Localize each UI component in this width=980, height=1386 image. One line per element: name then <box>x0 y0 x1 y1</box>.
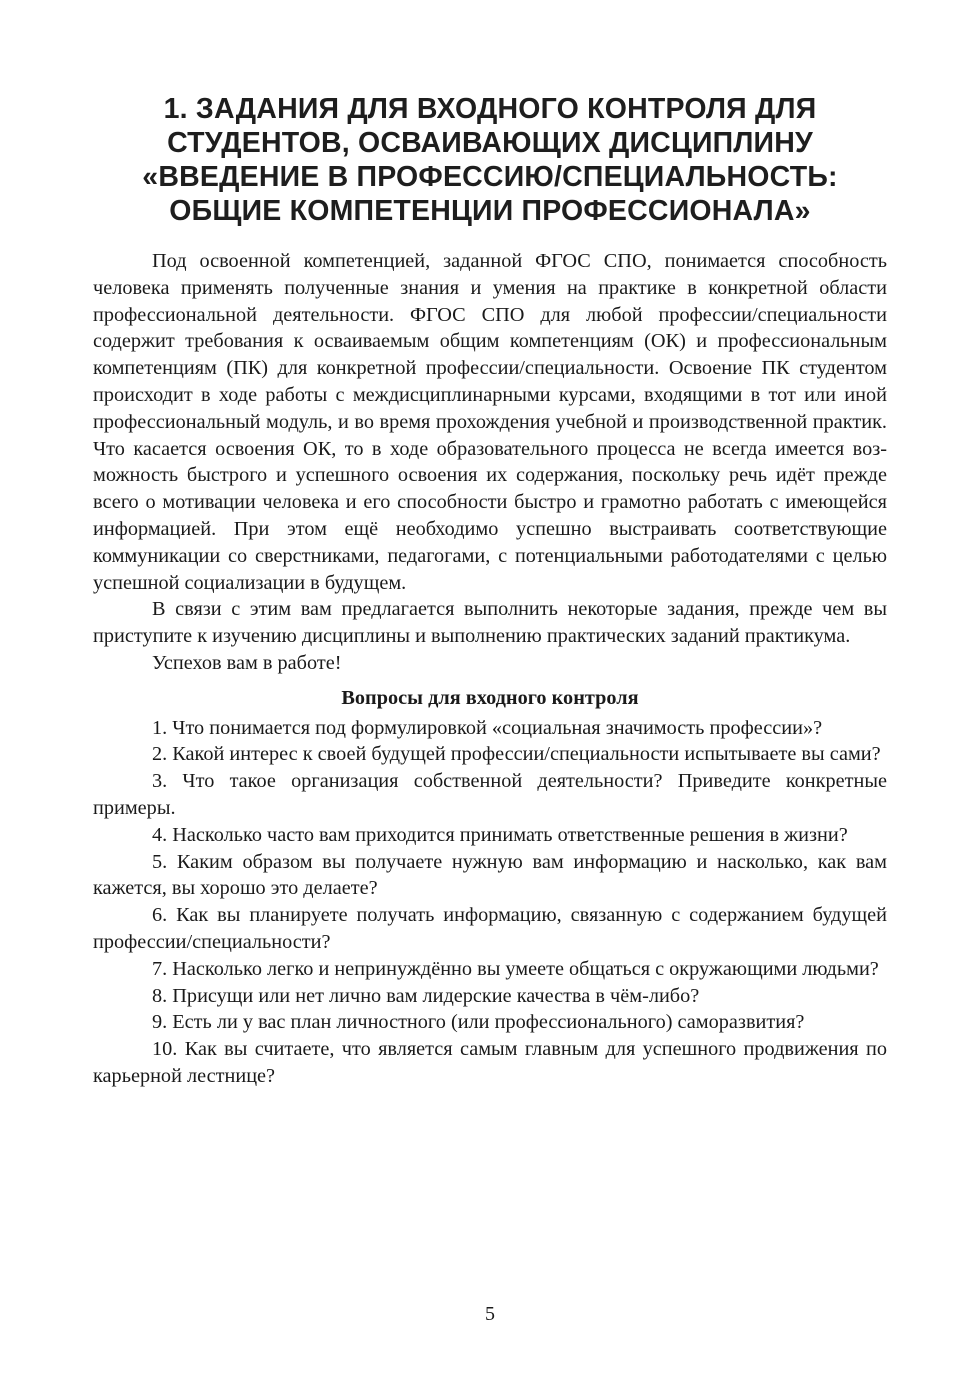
title-line: 1. ЗАДАНИЯ ДЛЯ ВХОДНОГО КОНТРОЛЯ ДЛЯ <box>163 93 817 125</box>
intro-section <box>93 248 887 677</box>
questions-heading: Вопросы для входного контроля <box>341 686 639 709</box>
title-line: «ВВЕДЕНИЕ В ПРОФЕССИЮ/СПЕЦИАЛЬНОСТЬ: <box>142 161 838 193</box>
title-line: ОБЩИЕ КОМПЕТЕНЦИИ ПРОФЕССИОНАЛА» <box>169 195 811 227</box>
question-item: 9. Есть ли у вас план личностного (или профессионального) саморазвития? <box>152 1011 805 1034</box>
intro-paragraph: Под освоенной компетенцией, заданной ФГОС СПО, понимается способность человека применять полученные знания и умения на практике в конкретной области профессиональной деятельности. ФГОС СПО для любой профессии/специальности содержит требования к осваиваемым общим компетенциям (ОК) и профессиональным компетенциям (ПК) для конкретной профессии/специальности. Освоение ПК студентом происходит в ходе работы с междисциплинарными курсами, входящими в тот или иной профессиональный модуль, и во время прохождения учебной и производственной практик. Что касается освоения ОК, то в ходе образовательного процесса не всегда имеется возможность быстрого и успешного освоения их содержания, поскольку речь идёт прежде всего о мотивации человека и его способности быстро и грамотно работать с имеющейся информацией. При этом ещё необходимо успешно выстраивать соответствующие коммуникации со сверстниками, педагогами, с потенциальными работодателями с целью успешной социализации в будущем. <box>93 250 887 594</box>
question-item: 1. Что понимается под формулировкой «социальная значимость профессии»? <box>152 716 823 739</box>
page-title <box>93 92 887 228</box>
intro-paragraph: В связи с этим вам предлагается выполнить некоторые задания, прежде чем вы приступите к изучению дисциплины и выполнению практических заданий практикума. <box>93 598 887 648</box>
page-content <box>93 0 887 1090</box>
title-line: СТУДЕНТОВ, ОСВАИВАЮЩИХ ДИСЦИПЛИНУ <box>167 127 813 159</box>
page-number: 5 <box>485 1303 495 1325</box>
question-item: 2. Какой интерес к своей будущей профессии/специальности испытываете вы сами? <box>152 743 881 766</box>
question-item: 10. Как вы считаете, что является самым главным для успешного продвижения по карьерной лестнице? <box>93 1038 887 1087</box>
question-item: 8. Присущи или нет лично вам лидерские качества в чём-либо? <box>152 984 700 1007</box>
question-item: 3. Что такое организация собственной деятельности? Приведите конкретные примеры. <box>93 770 887 819</box>
question-item: 5. Каким образом вы получаете нужную вам информацию и насколько, как вам кажется, вы хорошо это делаете? <box>93 850 887 900</box>
question-item: 4. Насколько часто вам приходится принимать ответственные решения в жизни? <box>152 823 848 846</box>
intro-paragraph: Успехов вам в работе! <box>152 651 342 674</box>
question-item: 6. Как вы планируете получать информацию, связанную с содержанием будущей профессии/специальности? <box>93 904 887 953</box>
questions-section <box>93 715 887 1090</box>
question-item: 7. Насколько легко и непринуждённо вы умеете общаться с окружающими людьми? <box>152 957 879 980</box>
